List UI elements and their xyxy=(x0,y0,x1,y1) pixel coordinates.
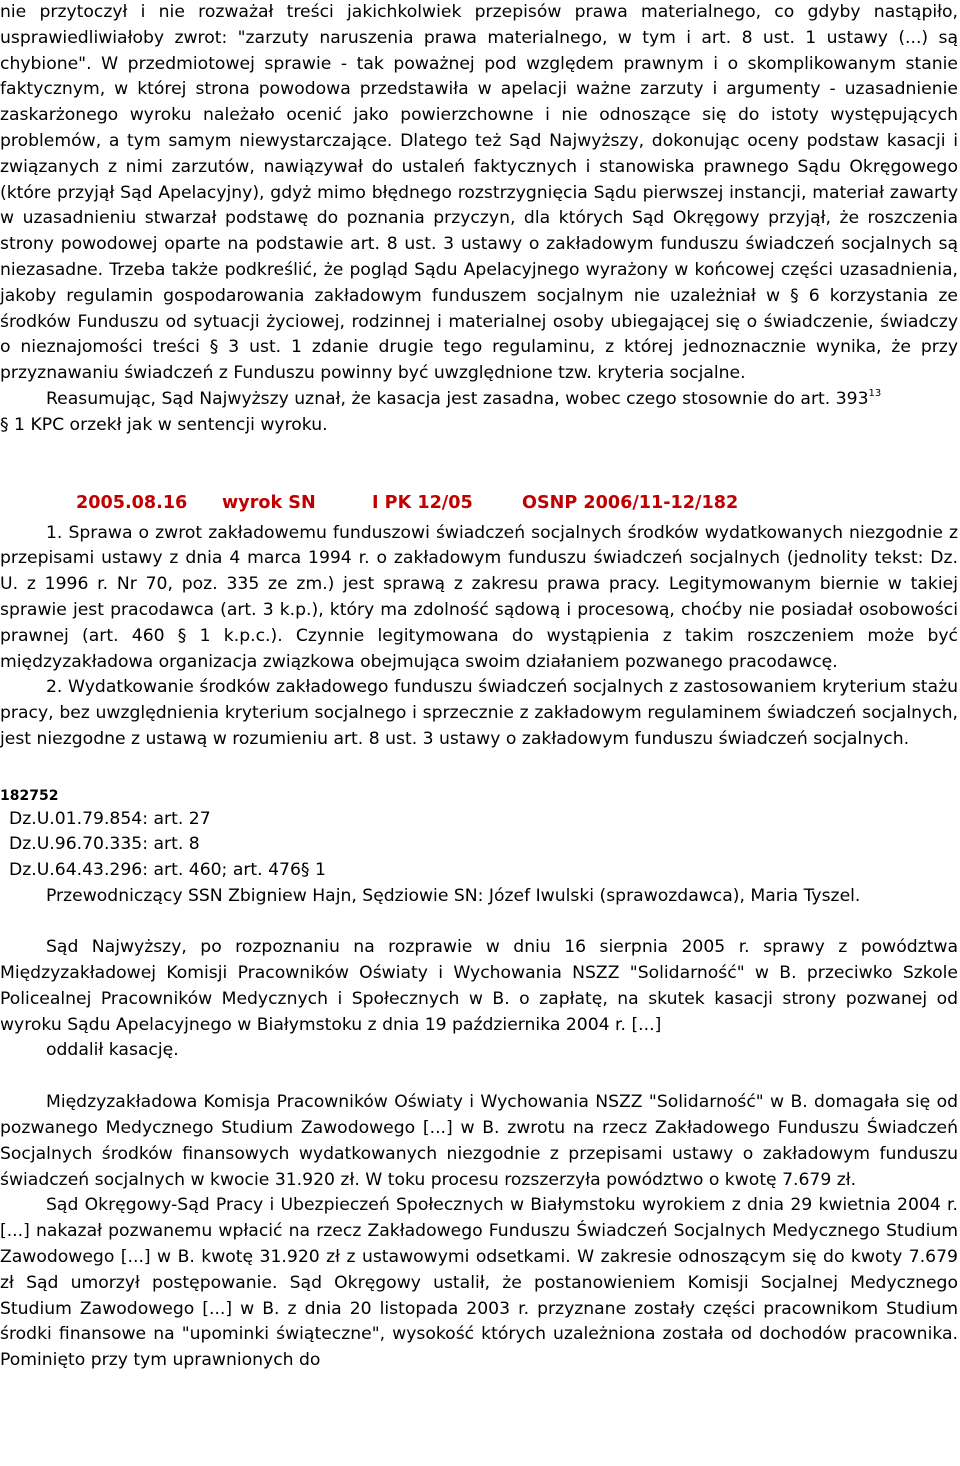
spacer xyxy=(0,753,958,779)
ruling-publication: OSNP 2006/11-12/182 xyxy=(522,492,739,513)
reference-line: Dz.U.96.70.335: art. 8 xyxy=(9,834,200,855)
article-superscript: 13 xyxy=(868,387,882,399)
ruling-decision: oddalił kasację. xyxy=(46,1040,179,1061)
reference-id: 182752 xyxy=(0,787,59,804)
thesis-1: 1. Sprawa o zwrot zakładowemu funduszowi świadczeń socjalnych środków wydatkowanych niezgodnie z przepisami ustawy z dnia 4 marca 1994 r. o zakładowym funduszu świadczeń socjalnych (jednolity tekst: Dz. U. z 1996 r. Nr 70, poz. 335 ze zm.) jest sprawą z zakresu prawa pracy. Legitymowanym biernie w takiej sprawie jest pracodawca (art. 3 k.p.), który ma zdolność sądową i procesową, choćby nie posiadał osobowości prawnej (art. 460 § 1 k.p.c.). Czynnie legitymowana do wystąpienia z takim roszczeniem może być międzyzakładowa organizacja związkowa obejmująca swoim działaniem pozwanego pracodawcę. xyxy=(0,522,958,672)
spacer xyxy=(0,1064,958,1090)
thesis-2: 2. Wydatkowanie środków zakładowego funduszu świadczeń socjalnych z zastosowaniem kryterium stażu pracy, bez uwzględnienia kryterium socjalnego i sprzecznie z zakładowym regulaminem świadczeń socjalnych, jest niezgodne z ustawą w rozumieniu art. 8 ust. 3 ustawy o zakładowym funduszu świadczeń socjalnych. xyxy=(0,677,958,749)
conclusion-text-end: § 1 KPC orzekł jak w sentencji wyroku. xyxy=(0,414,328,435)
ruling-type: wyrok SN xyxy=(222,492,316,513)
previous-ruling-paragraph: nie przytoczył i nie rozważał treści jakichkolwiek przepisów prawa materialnego, co gdyby nastąpiło, usprawiedliwiałoby zwrot: "zarzuty naruszenia prawa materialnego, w tym i art. 8 ust. 1 ustawy (...) są chybione". W przedmiotowej sprawie - tak poważnej pod względem prawnym i o skomplikowanym stanie faktycznym, w której strona powodowa przedstawiła w apelacji ważne zarzuty i argumenty - uzasadnienie zaskarżonego wyroku należało ocenić jako powierzchowne i nie odnoszące się do istoty występujących problemów, a tym samym niewystarczające. Dlatego też Sąd Najwyższy, dokonując oceny podstaw kasacji i związanych z nimi zarzutów, nawiązywał do ustaleń faktycznych i stanowiska prawnego Sądu Okręgowego (które przyjął Sąd Apelacyjny), gdyż mimo błędnego rozstrzygnięcia Sądu pierwszej instancji, materiał zawarty w uzasadnieniu stwarzał podstawę do poznania przyczyn, dla których Sąd Okręgowy przyjął, że roszczenia strony powodowej oparte na podstawie art. 8 ust. 3 ustawy o zakładowym funduszu świadczeń socjalnych są niezasadne. Trzeba także podkreślić, że pogląd Sądu Apelacyjnego wyrażony w końcowej części uzasadnienia, jakoby regulamin gospodarowania zakładowym funduszem socjalnym nie uzależniał w § 6 korzystania ze środków Funduszu od sytuacji życiowej, rodzinnej i materialnej osoby ubiegającej się o świadczenie, świadczy o nieznajomości treści § 3 ust. 1 zdanie drugie tego regulaminu, z której jednoznacznie wynika, że przy przyznawaniu świadczeń z Funduszu powinny być uwzględnione tzw. kryteria socjalne. xyxy=(0,2,958,384)
conclusion-text: Reasumując, Sąd Najwyższy uznał, że kasacja jest zasadna, wobec czego stosownie do art. 393 xyxy=(46,388,869,409)
ruling-date: 2005.08.16 xyxy=(76,492,188,513)
ruling-header xyxy=(0,487,958,521)
reference-line: Dz.U.01.79.854: art. 27 xyxy=(9,808,211,829)
ruling-text: Sąd Najwyższy, po rozpoznaniu na rozprawie w dniu 16 sierpnia 2005 r. sprawy z powództwa Międzyzakładowej Komisji Pracowników Oświaty i Wychowania NSZZ "Solidarność" w B. przeciwko Szkole Policealnej Pracowników Medycznych i Społecznych w B. o zapłatę, na skutek kasacji strony pozwanej od wyroku Sądu Apelacyjnego w Białymstoku z dnia 19 października 2004 r. [...] xyxy=(0,937,958,1035)
spacer xyxy=(0,439,958,487)
spacer xyxy=(0,909,958,935)
bench-composition: Przewodniczący SSN Zbigniew Hajn, Sędziowie SN: Józef Iwulski (sprawozdawca), Maria Tyszel. xyxy=(46,885,861,906)
justification-paragraph-1: Międzyzakładowa Komisja Pracowników Oświaty i Wychowania NSZZ "Solidarność" w B. domagała się od pozwanego Medycznego Studium Zawodowego [...] w B. zwrotu na rzecz Zakładowego Funduszu Świadczeń Socjalnych środków finansowych wydatkowanych niezgodnie z przepisami ustawy o zakładowym funduszu świadczeń socjalnych w kwocie 31.920 zł. W toku procesu rozszerzyła powództwo o kwotę 7.679 zł. xyxy=(0,1092,958,1190)
reference-line: Dz.U.64.43.296: art. 460; art. 476§ 1 xyxy=(9,859,326,880)
previous-ruling-conclusion xyxy=(0,387,958,439)
justification-paragraph-2: Sąd Okręgowy-Sąd Pracy i Ubezpieczeń Społecznych w Białymstoku wyrokiem z dnia 29 kwietnia 2004 r. [...] nakazał pozwanemu wpłacić na rzecz Zakładowego Funduszu Świadczeń Socjalnych Medycznego Studium Zawodowego [...] w B. kwotę 31.920 zł z ustawowymi odsetkami. W zakresie odnoszącym się do kwoty 7.679 zł Sąd umorzył postępowanie. Sąd Okręgowy ustalił, że postanowieniem Komisji Socjalnej Medycznego Studium Zawodowego [...] w B. z dnia 20 listopada 2003 r. przyznane zostały części pracownikom Studium środki finansowe na "upominki świąteczne", wysokość których uzależniona została od dochodów pracownika. Pominięto przy tym uprawnionych do xyxy=(0,1195,958,1371)
ruling-signature: I PK 12/05 xyxy=(372,492,473,513)
